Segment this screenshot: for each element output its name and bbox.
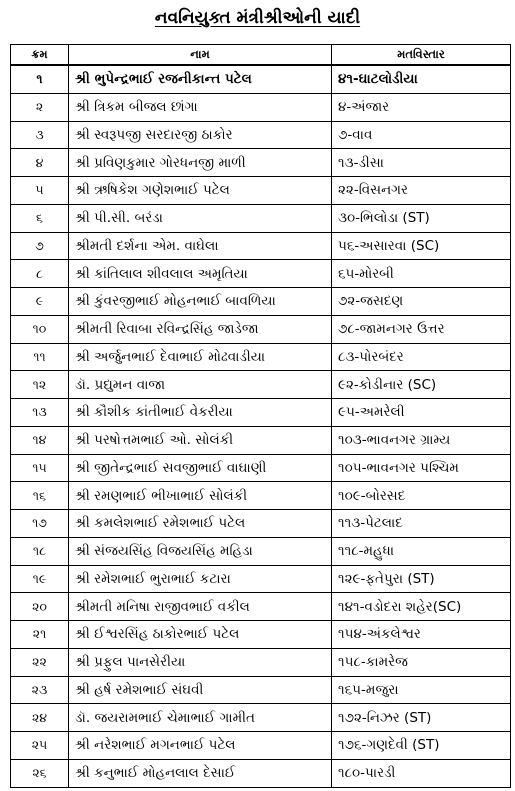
name-cell: શ્રી પરષોત્તમભાઈ ઓ. સોલંકી <box>69 426 332 454</box>
serial-cell: ૮ <box>11 260 69 288</box>
name-cell: શ્રી કાંતિલાલ શીવલાલ અમૃતિયા <box>69 260 332 288</box>
name-cell: શ્રી કનુભાઈ મોહનલાલ દેસાઈ <box>69 759 332 787</box>
name-cell: શ્રી પ્રવિણકુમાર ગોરધનજી માળી <box>69 149 332 177</box>
table-row <box>11 65 511 93</box>
header-name: નામ <box>69 45 332 66</box>
constituency-cell: ૧૧૩-પેટલાદ <box>332 510 511 538</box>
table-row <box>11 676 511 704</box>
constituency-cell: ૬૫-મોરબી <box>332 260 511 288</box>
serial-cell: ૧૧ <box>11 343 69 371</box>
serial-cell: ૧૭ <box>11 510 69 538</box>
serial-cell: ૨૨ <box>11 648 69 676</box>
name-cell: શ્રી કમલેશભાઈ રમેશભાઈ પટેલ <box>69 510 332 538</box>
table-row <box>11 482 511 510</box>
table-row <box>11 537 511 565</box>
constituency-cell: ૧૧૮-મહુધા <box>332 537 511 565</box>
table-row <box>11 704 511 732</box>
constituency-cell: ૪-અંજાર <box>332 93 511 121</box>
table-row <box>11 204 511 232</box>
table-header <box>11 45 511 66</box>
name-cell: શ્રી ભુપેન્દ્રભાઈ રજનીકાન્ત પટેલ <box>69 65 332 93</box>
table-row <box>11 149 511 177</box>
constituency-cell: ૪૧-ઘાટલોડીયા <box>332 65 511 93</box>
table-body <box>11 65 511 787</box>
constituency-cell: ૫૬-અસારવા (SC) <box>332 232 511 260</box>
serial-cell: ૨૬ <box>11 759 69 787</box>
table-row <box>11 593 511 621</box>
serial-cell: ૧ <box>11 65 69 93</box>
name-cell: શ્રી ઈશ્વરસિંહ ઠાકોરભાઈ પટેલ <box>69 621 332 649</box>
constituency-cell: ૧૦૫-ભાવનગર પશ્ચિમ <box>332 454 511 482</box>
constituency-cell: ૧૩-ડીસા <box>332 149 511 177</box>
name-cell: શ્રી ઋષિકેશ ગણેશભાઈ પટેલ <box>69 177 332 205</box>
name-cell: શ્રી સ્વરૂપજી સરદારજી ઠાકોર <box>69 121 332 149</box>
name-cell: શ્રી રમેશભાઈ ભુરાભાઈ કટારા <box>69 565 332 593</box>
table-row <box>11 565 511 593</box>
constituency-cell: ૧૮૦-પારડી <box>332 759 511 787</box>
serial-cell: ૨ <box>11 93 69 121</box>
constituency-cell: ૧૨૯-ફતેપુરા (ST) <box>332 565 511 593</box>
constituency-cell: ૩૦-ભિલોડા (ST) <box>332 204 511 232</box>
name-cell: શ્રી પ્રફુલ પાનસેરીયા <box>69 648 332 676</box>
name-cell: શ્રીમતી મનિષા રાજીવભાઈ વકીલ <box>69 593 332 621</box>
table-row <box>11 288 511 316</box>
name-cell: શ્રી કુંવરજીભાઈ મોહનભાઈ બાવળિયા <box>69 288 332 316</box>
table-row <box>11 399 511 427</box>
serial-cell: ૨૩ <box>11 676 69 704</box>
constituency-cell: ૧૭૨-નિઝર (ST) <box>332 704 511 732</box>
serial-cell: ૨૦ <box>11 593 69 621</box>
serial-cell: ૨૧ <box>11 621 69 649</box>
constituency-cell: ૯૫-અમરેલી <box>332 399 511 427</box>
serial-cell: ૩ <box>11 121 69 149</box>
name-cell: શ્રી કૌશીક કાંતીભાઈ વેકરીયા <box>69 399 332 427</box>
table-row <box>11 648 511 676</box>
serial-cell: ૪ <box>11 149 69 177</box>
page-title <box>0 8 515 34</box>
table-row <box>11 343 511 371</box>
serial-cell: ૨૫ <box>11 732 69 760</box>
constituency-cell: ૧૦૯-બોરસદ <box>332 482 511 510</box>
serial-cell: ૧૩ <box>11 399 69 427</box>
constituency-cell: ૧૦૩-ભાવનગર ગ્રામ્ય <box>332 426 511 454</box>
serial-cell: ૧૬ <box>11 482 69 510</box>
constituency-cell: ૧૪૧-વડોદરા શહેર(SC) <box>332 593 511 621</box>
table-row <box>11 426 511 454</box>
constituency-cell: ૭૮-જામનગર ઉત્તર <box>332 315 511 343</box>
name-cell: શ્રીમતી દર્શના એમ. વાઘેલા <box>69 232 332 260</box>
header-constituency: મતવિસ્તાર <box>332 45 511 66</box>
name-cell: શ્રી નરેશભાઈ મગનભાઈ પટેલ <box>69 732 332 760</box>
table-row <box>11 732 511 760</box>
table-row <box>11 232 511 260</box>
table-row <box>11 260 511 288</box>
serial-cell: ૯ <box>11 288 69 316</box>
name-cell: ડૉ. જયરામભાઈ ચેમાભાઈ ગામીત <box>69 704 332 732</box>
header-serial: ક્રમ <box>11 45 69 66</box>
name-cell: ડૉ. પ્રદ્યુમન વાજા <box>69 371 332 399</box>
constituency-cell: ૮૩-પોરબંદર <box>332 343 511 371</box>
name-cell: શ્રી હર્ષ રમેશભાઈ સંઘવી <box>69 676 332 704</box>
serial-cell: ૧૨ <box>11 371 69 399</box>
name-cell: શ્રી સંજયસિંહ વિજયસિંહ મહિડા <box>69 537 332 565</box>
ministers-table <box>10 44 511 788</box>
serial-cell: ૧૯ <box>11 565 69 593</box>
constituency-cell: ૭૨-જસદણ <box>332 288 511 316</box>
title-text: નવનિયુક્ત મંત્રીશ્રીઓની યાદી <box>154 8 361 28</box>
serial-cell: ૬ <box>11 204 69 232</box>
name-cell: શ્રી પી.સી. બરંડા <box>69 204 332 232</box>
constituency-cell: ૧૭૬-ગણદેવી (ST) <box>332 732 511 760</box>
table-row <box>11 177 511 205</box>
serial-cell: ૭ <box>11 232 69 260</box>
serial-cell: ૫ <box>11 177 69 205</box>
constituency-cell: ૧૫૪-અંકલેશ્વર <box>332 621 511 649</box>
table-row <box>11 454 511 482</box>
name-cell: શ્રી રમણભાઈ ભીખાભાઈ સોલંકી <box>69 482 332 510</box>
table-row <box>11 759 511 787</box>
constituency-cell: ૭-વાવ <box>332 121 511 149</box>
name-cell: શ્રીમતી રિવાબા રવિન્દ્રસિંહ જાડેજા <box>69 315 332 343</box>
table-row <box>11 621 511 649</box>
name-cell: શ્રી ત્રિકમ બીજલ છાંગા <box>69 93 332 121</box>
table-row <box>11 371 511 399</box>
table-row <box>11 93 511 121</box>
serial-cell: ૨૪ <box>11 704 69 732</box>
serial-cell: ૧૮ <box>11 537 69 565</box>
constituency-cell: ૨૨-વિસનગર <box>332 177 511 205</box>
serial-cell: ૧૫ <box>11 454 69 482</box>
constituency-cell: ૧૬૫-મજુરા <box>332 676 511 704</box>
table-row <box>11 121 511 149</box>
constituency-cell: ૧૫૮-કામરેજ <box>332 648 511 676</box>
table-row <box>11 510 511 538</box>
serial-cell: ૧૪ <box>11 426 69 454</box>
table-row <box>11 315 511 343</box>
name-cell: શ્રી જીતેન્દ્રભાઈ સવજીભાઈ વાઘાણી <box>69 454 332 482</box>
name-cell: શ્રી અર્જુનભાઈ દેવાભાઈ મોઢવાડીયા <box>69 343 332 371</box>
constituency-cell: ૯૨-કોડીનાર (SC) <box>332 371 511 399</box>
serial-cell: ૧૦ <box>11 315 69 343</box>
